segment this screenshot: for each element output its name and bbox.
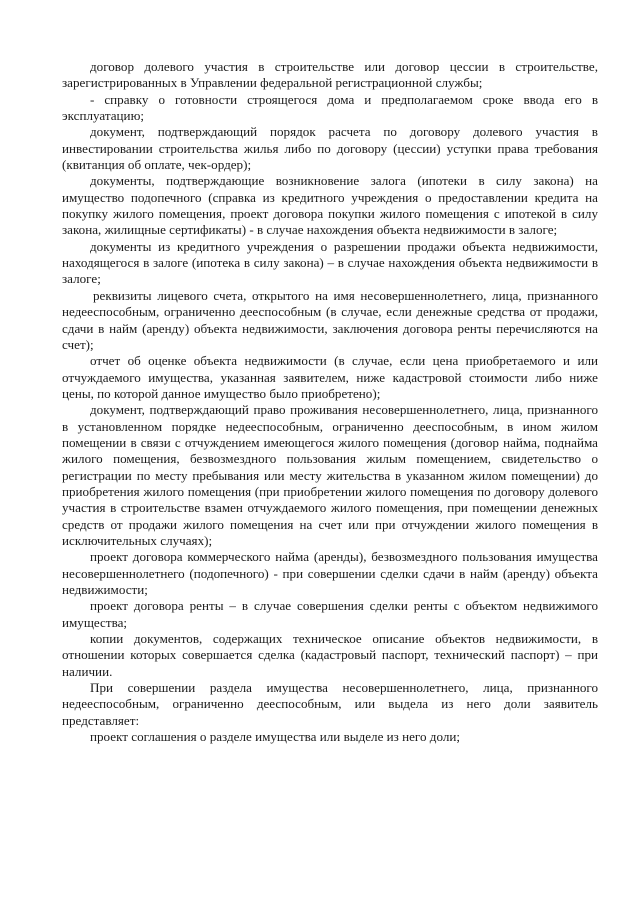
paragraph: проект соглашения о разделе имущества или выделе из него доли; [90, 729, 461, 745]
paragraph: договор долевого участия в строительстве или договор цессии в строительстве, зарегистрированных в Управлении федеральной регистрационной службы; [62, 59, 598, 91]
paragraph: проект договора ренты – в случае совершения сделки ренты с объектом недвижимого имущества; [62, 598, 598, 630]
document-body [62, 59, 598, 745]
paragraph: проект договора коммерческого найма (аренды), безвозмездного пользования имущества несовершеннолетнего (подопечного) - при совершении сделки сдачи в найм (аренду) объекта недвижимости; [62, 549, 598, 597]
paragraph: документ, подтверждающий право проживания несовершеннолетнего, лица, признанного в установленном порядке недееспособным, ограниченно дееспособным, в ином жилом помещении в связи с отчуждением имеющегося жилого помещения (договор найма, поднайма жилого помещения, безвозмездного пользования жилым помещением, свидетельство о регистрации по месту пребывания или месту жительства в указанном жилом помещении) до приобретения жилого помещения (при приобретении жилого помещения по договору долевого участия в строительстве взамен отчуждаемого жилого помещения, при помещении денежных средств от продажи жилого помещения на счет или при отчуждении жилого помещения в исключительных случаях); [62, 402, 598, 548]
paragraph: копии документов, содержащих техническое описание объектов недвижимости, в отношении которых совершается сделка (кадастровый паспорт, технический паспорт) – при наличии. [62, 631, 598, 679]
paragraph: реквизиты лицевого счета, открытого на имя несовершеннолетнего, лица, признанного недееспособным, ограниченно дееспособным (в случае, если денежные средства от продажи, сдачи в найм (аренду) объекта недвижимости, заключения договора ренты перечисляются на счет); [62, 287, 598, 352]
paragraph: документы из кредитного учреждения о разрешении продажи объекта недвижимости, находящегося в залоге (ипотека в силу закона) – в случае нахождения объекта недвижимости в залоге; [62, 238, 598, 287]
paragraph: отчет об оценке объекта недвижимости (в случае, если цена приобретаемого и или отчуждаемого имущества, указанная заявителем, ниже кадастровой стоимости либо ниже цены, по которой данное имущество было приобретено); [62, 353, 598, 401]
paragraph: документы, подтверждающие возникновение залога (ипотеки в силу закона) на имущество подопечного (справка из кредитного учреждения о предоставлении кредита на покупку жилого помещения, проект договора покупки жилого помещения с ипотекой в силу закона, жилищные сертификаты) - в случае нахождения объекта недвижимости в залоге; [62, 173, 598, 238]
paragraph: - справку о готовности строящегося дома и предполагаемом сроке ввода его в эксплуатацию; [62, 91, 598, 124]
paragraph: При совершении раздела имущества несовершеннолетнего, лица, признанного недееспособным, ограниченно дееспособным, или выдела из него доли заявитель представляет: [62, 680, 598, 728]
paragraph: документ, подтверждающий порядок расчета по договору долевого участия в инвестировании строительства жилья либо по договору (цессии) уступки права требования (квитанция об оплате, чек-ордер); [62, 124, 598, 173]
